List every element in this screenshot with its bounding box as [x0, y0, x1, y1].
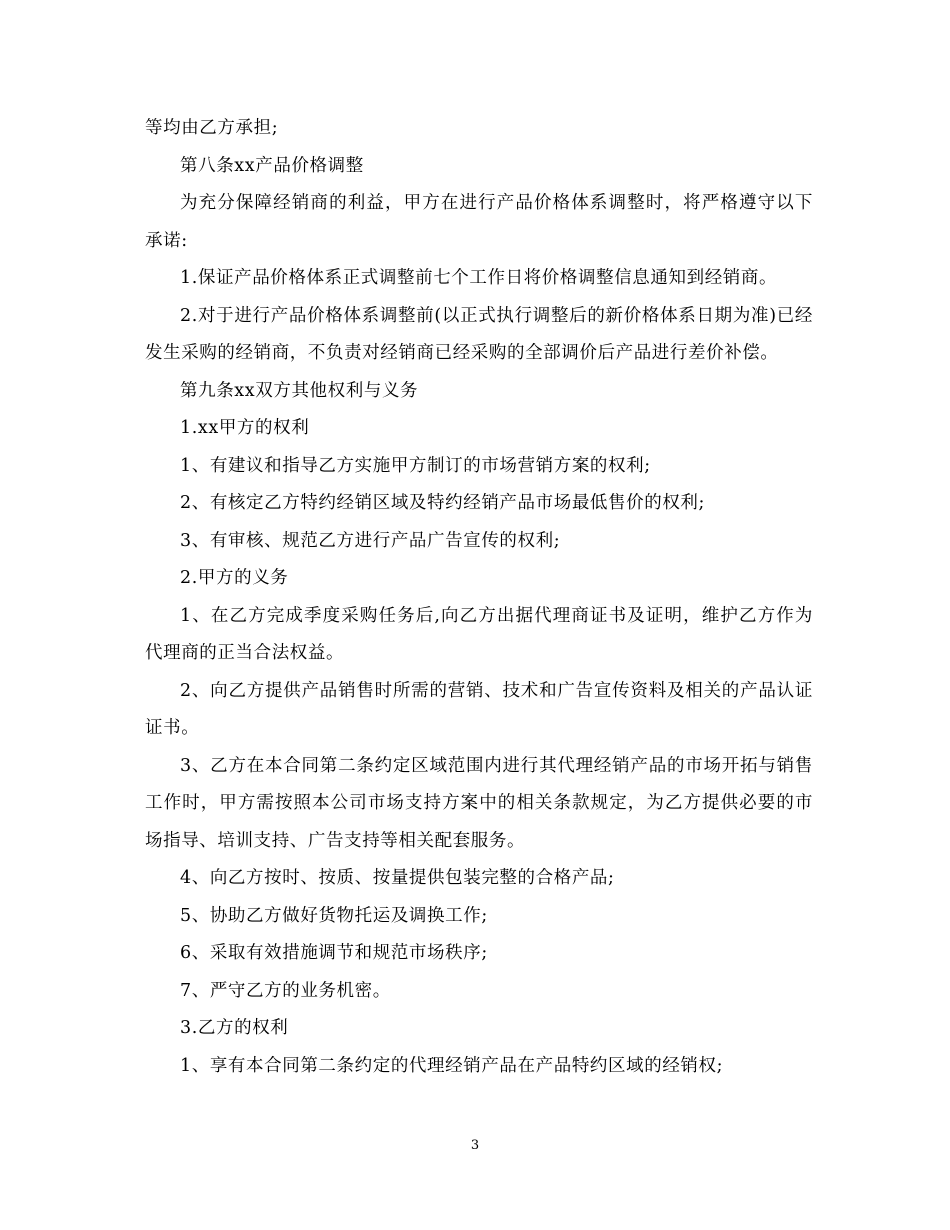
- list-item: 3、乙方在本合同第二条约定区域范围内进行其代理经销产品的市场开拓与销售工作时，甲方需按照本公司市场支持方案中的相关条款规定，为乙方提供必要的市场指导、培训支持、广告支持等相关配套服务。: [145, 755, 813, 851]
- list-item: 6、采取有效措施调节和规范市场秩序;: [180, 943, 488, 963]
- list-item: 2.对于进行产品价格体系调整前(以正式执行调整后的新价格体系日期为准)已经发生采购的经销商，不负责对经销商已经采购的全部调价后产品进行差价补偿。: [145, 305, 813, 363]
- subsection-heading: 3.乙方的权利: [180, 1018, 289, 1038]
- subsection-heading: 1.xx甲方的权利: [180, 418, 310, 438]
- list-item: 4、向乙方按时、按质、按量提供包装完整的合格产品;: [180, 868, 615, 888]
- document-body: [145, 110, 813, 1085]
- paragraph: 等均由乙方承担;: [145, 118, 279, 138]
- list-item: 1.保证产品价格体系正式调整前七个工作日将价格调整信息通知到经销商。: [180, 268, 778, 288]
- list-item: 7、严守乙方的业务机密。: [180, 980, 391, 1001]
- list-item: 3、有审核、规范乙方进行产品广告宣传的权利;: [180, 530, 561, 551]
- section-heading: 第九条xx双方其他权利与义务: [180, 380, 419, 401]
- list-item: 2、向乙方提供产品销售时所需的营销、技术和广告宣传资料及相关的产品认证证书。: [145, 680, 813, 738]
- list-item: 5、协助乙方做好货物托运及调换工作;: [180, 905, 488, 926]
- subsection-heading: 2.甲方的义务: [180, 568, 289, 588]
- page-number: 3: [470, 1138, 480, 1153]
- list-item: 1、在乙方完成季度采购任务后,向乙方出据代理商证书及证明，维护乙方作为代理商的正当合法权益。: [145, 605, 813, 663]
- section-heading: 第八条xx产品价格调整: [180, 155, 364, 176]
- list-item: 1、有建议和指导乙方实施甲方制订的市场营销方案的权利;: [180, 455, 651, 476]
- list-item: 1、享有本合同第二条约定的代理经销产品在产品特约区域的经销权;: [180, 1055, 724, 1076]
- list-item: 2、有核定乙方特约经销区域及特约经销产品市场最低售价的权利;: [180, 493, 706, 513]
- paragraph: 为充分保障经销商的利益，甲方在进行产品价格体系调整时，将严格遵守以下承诺:: [145, 193, 813, 251]
